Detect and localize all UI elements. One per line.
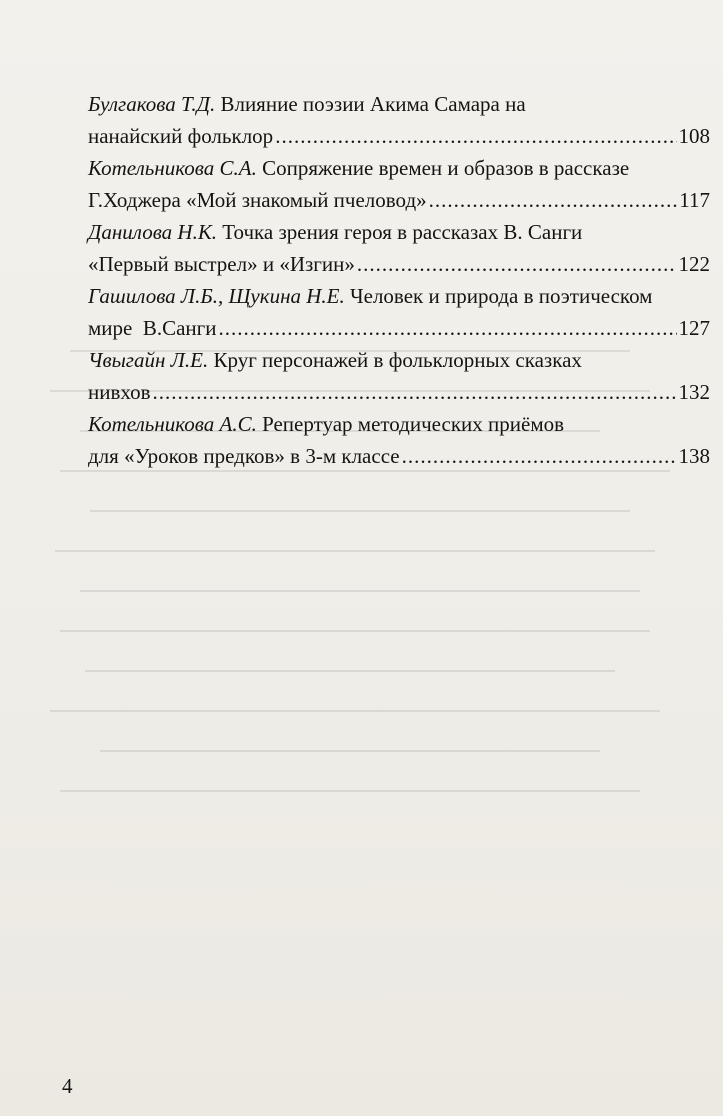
toc-entry-line-1 [88,152,710,184]
toc-title-part-2: «Первый выстрел» и «Изгин» [88,252,355,276]
toc-author: Гашилова Л.Б., Щукина Н.Е. [88,284,345,308]
toc-entry-line-2 [88,440,710,472]
toc-entry-line-2 [88,184,710,216]
toc-entry [88,152,710,216]
toc-entry-line-1 [88,344,710,376]
toc-title-part-2: нивхов [88,380,151,404]
toc-page-number: 138 [678,444,710,468]
toc-author: Булгакова Т.Д. [88,92,216,116]
toc-entry [88,408,710,472]
toc-author: Котельникова С.А. [88,156,257,180]
toc-author: Котельникова А.С. [88,412,257,436]
toc-entry [88,88,710,152]
toc-leader-dots [275,120,676,152]
page-number: 4 [62,1074,73,1098]
toc-page-number: 108 [678,124,710,148]
toc-leader-dots [429,184,678,216]
toc-page-number: 117 [679,188,710,212]
toc-entry-line-1 [88,216,710,248]
toc-entry-line-2 [88,120,710,152]
toc-leader-dots [357,248,677,280]
toc-title-part-2: нанайский фольклор [88,124,274,148]
toc-title-part-1: Круг персонажей в фольклорных сказках [213,348,582,372]
toc-entry-line-2 [88,248,710,280]
toc-author: Чвыгайн Л.Е. [88,348,209,372]
toc-entry [88,216,710,280]
toc-entry-line-2 [88,312,710,344]
toc-page-number: 127 [678,316,710,340]
toc-title-part-1: Человек и природа в поэтическом [349,284,653,308]
toc-author: Данилова Н.К. [88,220,218,244]
toc-title-part-2: для «Уроков предков» в 3-м классе [88,444,400,468]
toc-entry-line-1 [88,280,710,312]
toc-entry [88,280,710,344]
toc-entry-line-1 [88,408,710,440]
toc-leader-dots [219,312,677,344]
toc-title-part-1: Точка зрения героя в рассказах В. Санги [222,220,583,244]
toc-title-part-2: мире В.Санги [88,316,217,340]
toc-title-part-1: Сопряжение времен и образов в рассказе [262,156,630,180]
toc-title-part-1: Репертуар методических приёмов [262,412,565,436]
toc-entry [88,344,710,408]
toc-entry-line-1 [88,88,710,120]
toc-leader-dots [402,440,677,472]
toc-page-number: 132 [678,380,710,404]
toc-leader-dots [153,376,677,408]
table-of-contents [88,88,710,472]
toc-page-number: 122 [678,252,710,276]
toc-entry-line-2 [88,376,710,408]
toc-title-part-1: Влияние поэзии Акима Самара на [220,92,526,116]
toc-title-part-2: Г.Ходжера «Мой знакомый пчеловод» [88,188,427,212]
